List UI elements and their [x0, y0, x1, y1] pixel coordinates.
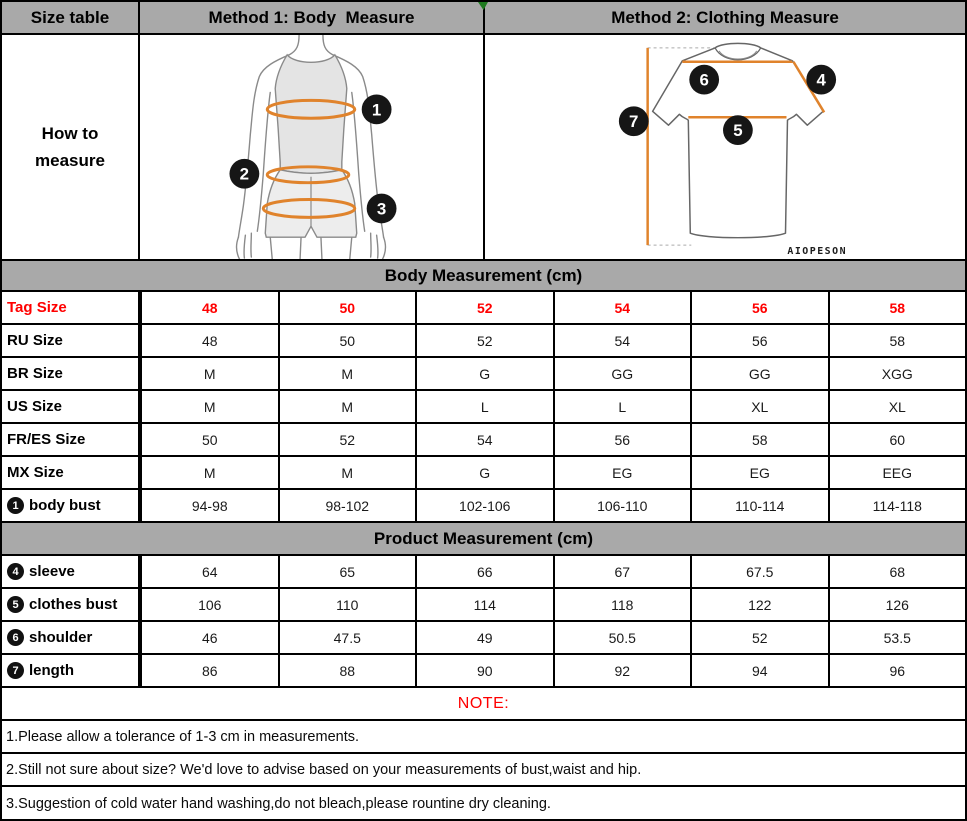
value-cell: 58 [690, 424, 828, 455]
marker-7: 7 [629, 112, 639, 132]
table-row [2, 589, 965, 622]
marker-1: 1 [371, 100, 382, 120]
value-cell: XL [690, 391, 828, 422]
value-cell: 56 [690, 292, 828, 323]
circled-number-badge: 7 [7, 662, 24, 679]
value-cell: 60 [828, 424, 966, 455]
row-label-cell [2, 292, 140, 323]
value-cell: 54 [553, 292, 691, 323]
value-cell: G [415, 457, 553, 488]
row-label-cell [2, 391, 140, 422]
value-cell: GG [553, 358, 691, 389]
circled-number-badge: 6 [7, 629, 24, 646]
row-label-cell [2, 589, 140, 620]
value-cell: 114 [415, 589, 553, 620]
value-cell: 67.5 [690, 556, 828, 587]
value-cell: 48 [140, 292, 278, 323]
value-cell: 92 [553, 655, 691, 686]
row-label-text: US Size [7, 398, 63, 415]
table-row [2, 655, 965, 688]
value-cell: 58 [828, 292, 966, 323]
row-label-text: Tag Size [7, 299, 67, 316]
row-label-text: BR Size [7, 365, 63, 382]
value-cell: 53.5 [828, 622, 966, 653]
note-item-3: 3.Suggestion of cold water hand washing,do not bleach,please rountine dry cleaning. [6, 795, 551, 812]
value-cell: 94 [690, 655, 828, 686]
row-label-cell [2, 655, 140, 686]
value-cell: EG [553, 457, 691, 488]
value-cell: 49 [415, 622, 553, 653]
product-measurement-title: Product Measurement (cm) [2, 523, 965, 556]
value-cell: 54 [415, 424, 553, 455]
value-cell: 52 [415, 292, 553, 323]
value-cell: 90 [415, 655, 553, 686]
header-method2: Method 2: Clothing Measure [485, 2, 965, 33]
table-row [2, 391, 965, 424]
body-measurement-table [2, 292, 965, 523]
value-cell: M [278, 358, 416, 389]
value-cell: 96 [828, 655, 966, 686]
circled-number-badge: 4 [7, 563, 24, 580]
value-cell: L [553, 391, 691, 422]
value-cell: EG [690, 457, 828, 488]
row-label-text: FR/ES Size [7, 431, 86, 448]
value-cell: 65 [278, 556, 416, 587]
row-label-cell [2, 457, 140, 488]
marker-4: 4 [816, 70, 826, 90]
table-row [2, 292, 965, 325]
value-cell: M [278, 391, 416, 422]
value-cell: 52 [415, 325, 553, 356]
value-cell: 126 [828, 589, 966, 620]
row-label-text: sleeve [29, 563, 75, 580]
row-label-text: MX Size [7, 464, 64, 481]
table-row [2, 556, 965, 589]
value-cell: 106-110 [553, 490, 691, 521]
marker-6: 6 [699, 70, 709, 90]
illustration-row [2, 35, 965, 261]
value-cell: 50.5 [553, 622, 691, 653]
table-row [2, 622, 965, 655]
table-row [2, 490, 965, 523]
value-cell: 114-118 [828, 490, 966, 521]
header-size-table: Size table [2, 2, 140, 33]
note-item-1: 1.Please allow a tolerance of 1-3 cm in measurements. [2, 721, 965, 754]
row-label-cell [2, 424, 140, 455]
value-cell: 88 [278, 655, 416, 686]
row-label-cell [2, 358, 140, 389]
value-cell: 48 [140, 325, 278, 356]
body-figure-svg [140, 35, 483, 259]
value-cell: 52 [690, 622, 828, 653]
value-cell: G [415, 358, 553, 389]
value-cell: 102-106 [415, 490, 553, 521]
row-label-text: body bust [29, 497, 101, 514]
value-cell: 110-114 [690, 490, 828, 521]
product-measurement-table [2, 556, 965, 688]
note-title: NOTE: [2, 688, 965, 721]
note-item-2: 2.Still not sure about size? We'd love to advise based on your measurements of bust,waist and hip. [2, 754, 965, 787]
marker-2: 2 [239, 164, 250, 184]
value-cell: 54 [553, 325, 691, 356]
value-cell: XGG [828, 358, 966, 389]
row-label-cell [2, 490, 140, 521]
how-to-line1: How to [41, 123, 99, 143]
row-label-text: RU Size [7, 332, 63, 349]
marker-3: 3 [376, 199, 387, 219]
value-cell: L [415, 391, 553, 422]
marker-5: 5 [733, 121, 743, 141]
body-measure-illustration [140, 35, 485, 259]
row-label-cell [2, 325, 140, 356]
brand-text: AIOPESON [787, 246, 848, 258]
how-to-line2: measure [35, 151, 105, 170]
value-cell: 118 [553, 589, 691, 620]
table-row [2, 358, 965, 391]
circled-number-badge: 5 [7, 596, 24, 613]
table-row [2, 325, 965, 358]
value-cell: 98-102 [278, 490, 416, 521]
row-label-text: length [29, 662, 74, 679]
value-cell: EEG [828, 457, 966, 488]
value-cell: GG [690, 358, 828, 389]
value-cell: M [140, 391, 278, 422]
row-label-cell [2, 556, 140, 587]
value-cell: 68 [828, 556, 966, 587]
value-cell: M [140, 358, 278, 389]
value-cell: 58 [828, 325, 966, 356]
body-measurement-title: Body Measurement (cm) [2, 261, 965, 292]
tank-top-shape [275, 55, 347, 173]
value-cell: 66 [415, 556, 553, 587]
value-cell: 47.5 [278, 622, 416, 653]
clothing-measure-illustration [485, 35, 965, 259]
value-cell: 94-98 [140, 490, 278, 521]
value-cell: 86 [140, 655, 278, 686]
value-cell: 56 [553, 424, 691, 455]
value-cell: 52 [278, 424, 416, 455]
tshirt-figure-svg [485, 35, 965, 259]
value-cell: 122 [690, 589, 828, 620]
table-row [2, 424, 965, 457]
value-cell: 106 [140, 589, 278, 620]
header-method1: Method 1: Body Measure [140, 2, 485, 33]
row-label-text: shoulder [29, 629, 93, 646]
row-label-cell [2, 622, 140, 653]
value-cell: 56 [690, 325, 828, 356]
value-cell: M [140, 457, 278, 488]
value-cell: 110 [278, 589, 416, 620]
table-row [2, 457, 965, 490]
value-cell: 50 [140, 424, 278, 455]
value-cell: XL [828, 391, 966, 422]
circled-number-badge: 1 [7, 497, 24, 514]
value-cell: 46 [140, 622, 278, 653]
value-cell: 64 [140, 556, 278, 587]
value-cell: 67 [553, 556, 691, 587]
value-cell: M [278, 457, 416, 488]
value-cell: 50 [278, 325, 416, 356]
value-cell: 50 [278, 292, 416, 323]
row-label-text: clothes bust [29, 596, 118, 613]
how-to-measure-label [2, 35, 140, 259]
